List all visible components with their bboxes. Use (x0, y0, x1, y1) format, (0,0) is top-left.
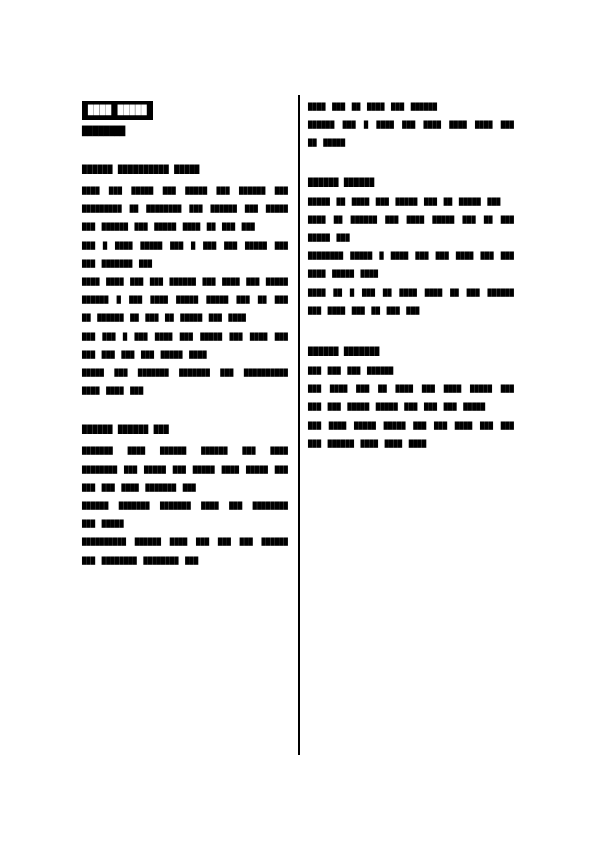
paragraph: ██████ ███████ ███████ ████ ███ ████████ ███ █████ (82, 502, 288, 529)
paragraph: ████ ████ ███ ███ ██████ ███ ████ ███ █████ ██████ █ ███ ████ █████ █████ ███ ██ ███ ██ ██████ ██ ███ ██ █████ ███ ████ (82, 278, 288, 323)
section-heading: ██████ ██████ ███ (82, 425, 169, 435)
document-badge: ████ █████ (82, 101, 153, 120)
paragraph: ███ ███ ███ ██████ (308, 367, 394, 376)
paragraph: ██████████ ██████ ████ ███ ███ ███ ██████ ███ ████████ ████████ ███ (82, 538, 288, 565)
paragraph: ███████ ████ ██████ ██████ ███ ████ ████████ ███ █████ ███ █████ ████ █████ ███ ███ ███ ████ ███████ ███ (82, 447, 288, 492)
paragraph: █████ ███ ███████ ███████ ███ ██████████ ████ ████ ███ (82, 369, 288, 396)
section-heading: ██████ ███████ (308, 347, 380, 357)
paragraph: ████ ██ ██████ ███ ████ █████ ███ ██ ███ █████ ███ (308, 215, 514, 243)
paragraph: ████ ██ █ ███ ██ ████ ████ ██ ███ ██████ ███ ████ ███ ██ ███ ███ (308, 288, 514, 315)
paragraph: ███ ████ ███ ██ ████ ███ ████ █████ ███ ███ ███ █████ █████ ███ ███ ███ █████ (308, 385, 514, 412)
left-column (82, 98, 288, 570)
paragraph: ██████ ███ █ ████ ███ ████ ████ ████ ███ ██ █████ (308, 121, 514, 148)
paragraph: ███ █ ████ █████ ███ █ ███ ███ █████ ███ ███ ███████ ███ (82, 241, 288, 268)
section-heading: ██████ ██████ (308, 177, 375, 187)
paragraph: ████ ███ ██ ████ ███ ██████ (308, 103, 438, 111)
paragraph: ███ ███ █ ███ ████ ███ █████ ███ ████ ███ ███ ███ ███ ███ █████ ████ (82, 332, 288, 359)
paragraph: ███ ████ █████ █████ ███ ███ ████ ███ ███ ███ ██████ ████ ████ ████ (308, 421, 514, 448)
right-column (308, 98, 514, 453)
paragraph: █████ ██ ████ ███ █████ ███ ██ █████ ███ (308, 197, 501, 206)
section-heading: ██████ ██████████ █████ (82, 165, 200, 174)
column-divider (298, 95, 300, 755)
document-subtitle: ████████ (82, 127, 126, 137)
paragraph: ████ ███ █████ ███ █████ ███ ██████ ███ █████████ ██ ████████ ███ ██████ ███ █████ ███ ██████ ███ █████ ████ ██ ███ ███ (82, 187, 288, 232)
paragraph: ████████ █████ █ ████ ███ ███ ████ ███ ███ ████ █████ ████ (308, 252, 514, 279)
